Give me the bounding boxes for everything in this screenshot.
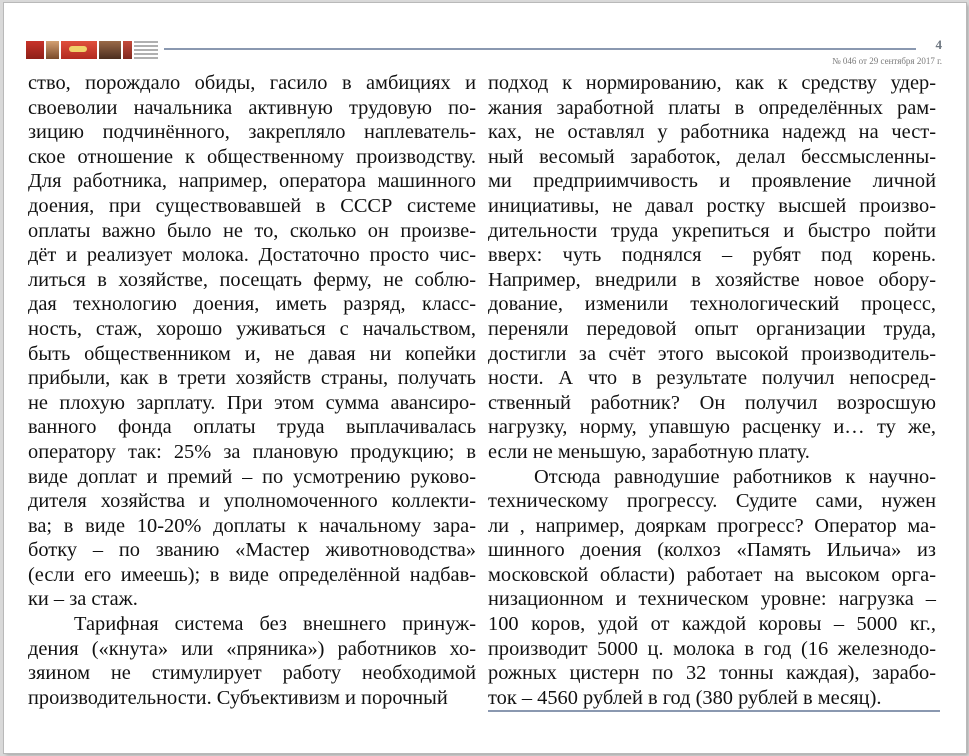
text-line: достигли за счёт этого высокой производитель- xyxy=(488,342,936,365)
text-line: Например, внедрили в хозяйстве новое обору- xyxy=(488,268,936,291)
document-page xyxy=(4,3,966,753)
text-line: прибыли, как в трети хозяйств страны, получать xyxy=(28,367,476,390)
footer-rule xyxy=(488,710,940,712)
text-line: ское отношение к общественному производству. xyxy=(28,145,476,168)
text-line: (если его имеешь); в виде определённой надбав- xyxy=(28,563,476,586)
text-line: низационном и техническом уровне: нагрузка – xyxy=(488,588,936,611)
text-line: дёт и реализует молока. Достаточно просто чис- xyxy=(28,244,476,267)
text-line: жания заработной платы в определённых рам- xyxy=(488,96,936,119)
text-line: дая технологию доения, иметь разряд, класс- xyxy=(28,293,476,316)
text-line: Тарифная система без внешнего принуж- xyxy=(74,613,476,636)
text-line: 100 коров, удой от каждой коровы – 5000 кг., xyxy=(488,613,936,636)
text-line: шинного доения (колхоз «Память Ильича» из xyxy=(488,539,936,562)
text-line: производит 5000 ц. молока в год (16 железнодо- xyxy=(488,637,936,660)
text-line: ство, порождало обиды, гасило в амбициях и xyxy=(28,72,476,94)
right-column xyxy=(488,71,936,710)
text-line: московской области) работает на высоком орга- xyxy=(488,563,936,586)
text-line: оператору так: 25% за плановую продукцию; в xyxy=(28,440,476,463)
newspaper-logo xyxy=(26,41,158,59)
text-line: ки – за стаж. xyxy=(28,588,138,611)
text-line: зицию подчинённого, закрепляло наплеватель- xyxy=(28,121,476,144)
header-rule xyxy=(164,48,916,50)
text-line: ственный работник? Он получил возросшую xyxy=(488,391,936,414)
text-line: инициативы, не давал ростку высшей произво- xyxy=(488,194,936,217)
text-line: ность, стаж, хорошо уживаться с начальством, xyxy=(28,317,476,340)
text-line: дование, изменили технологический процесс, xyxy=(488,293,936,316)
text-line: рожных цистерн по 32 тонны каждая), зарабо- xyxy=(488,662,936,685)
text-line: оплаты важно было не то, сколько он произве- xyxy=(28,219,476,242)
text-line: техническому прогрессу. Судите сами, нужен xyxy=(488,490,936,513)
text-line: ности. А что в результате получил непосред- xyxy=(488,367,936,390)
text-line: виде доплат и премий – по усмотрению руково- xyxy=(28,465,476,488)
text-line: не плохую зарплату. При этом сумма авансиро- xyxy=(28,391,476,414)
text-line: если не меньшую, заработную плату. xyxy=(488,440,810,463)
text-line: ли , например, дояркам прогресс? Оператор ма- xyxy=(488,514,936,537)
text-line: ванного фонда оплаты труда выплачивалась xyxy=(28,416,476,439)
text-line: Отсюда равнодушие работников к научно- xyxy=(534,465,936,488)
left-column xyxy=(28,71,476,710)
text-line: дителя хозяйства и уполномоченного коллекти- xyxy=(28,490,476,513)
text-line: дительности труда укрепиться и быстро пойти xyxy=(488,219,936,242)
text-line: переняли передовой опыт организации труда, xyxy=(488,317,936,340)
text-line: ный весомый заработок, делал бессмысленны- xyxy=(488,145,936,168)
text-line: своеволии начальника активную трудовую по- xyxy=(28,96,476,119)
text-line: производительности. Субъективизм и порочный xyxy=(28,686,448,709)
text-line: быть общественником и, не давая ни копейки xyxy=(28,342,476,365)
text-line: ботку – по званию «Мастер животноводства» xyxy=(28,539,476,562)
text-line: нагрузку, норму, упавшую расценку и… ту же, xyxy=(488,416,936,439)
text-line: подход к нормированию, как к средству удер- xyxy=(488,72,936,94)
text-line: Для работника, например, оператора машинного xyxy=(28,170,476,193)
text-line: литься в хозяйстве, посещать ферму, не соблю- xyxy=(28,268,476,291)
text-line: зяином не стимулирует работу необходимой xyxy=(28,662,476,685)
text-line: вверх: чуть поднялся – рубят под корень. xyxy=(488,244,936,267)
text-line: ми предприимчивость и проявление личной xyxy=(488,170,936,193)
text-line: доения, при существовавшей в СССР системе xyxy=(28,194,476,217)
text-line: дения («кнута» или «пряника») работников хо- xyxy=(28,637,476,660)
text-line: ток – 4560 рублей в год (380 рублей в месяц). xyxy=(488,686,882,709)
text-line: ках, не оставлял у работника надежд на чест- xyxy=(488,121,936,144)
page-number: 4 xyxy=(935,37,942,52)
text-line: ва; в виде 10-20% доплаты к начальному зара- xyxy=(28,514,476,537)
issue-date: № 046 от 29 сентября 2017 г. xyxy=(832,56,942,66)
